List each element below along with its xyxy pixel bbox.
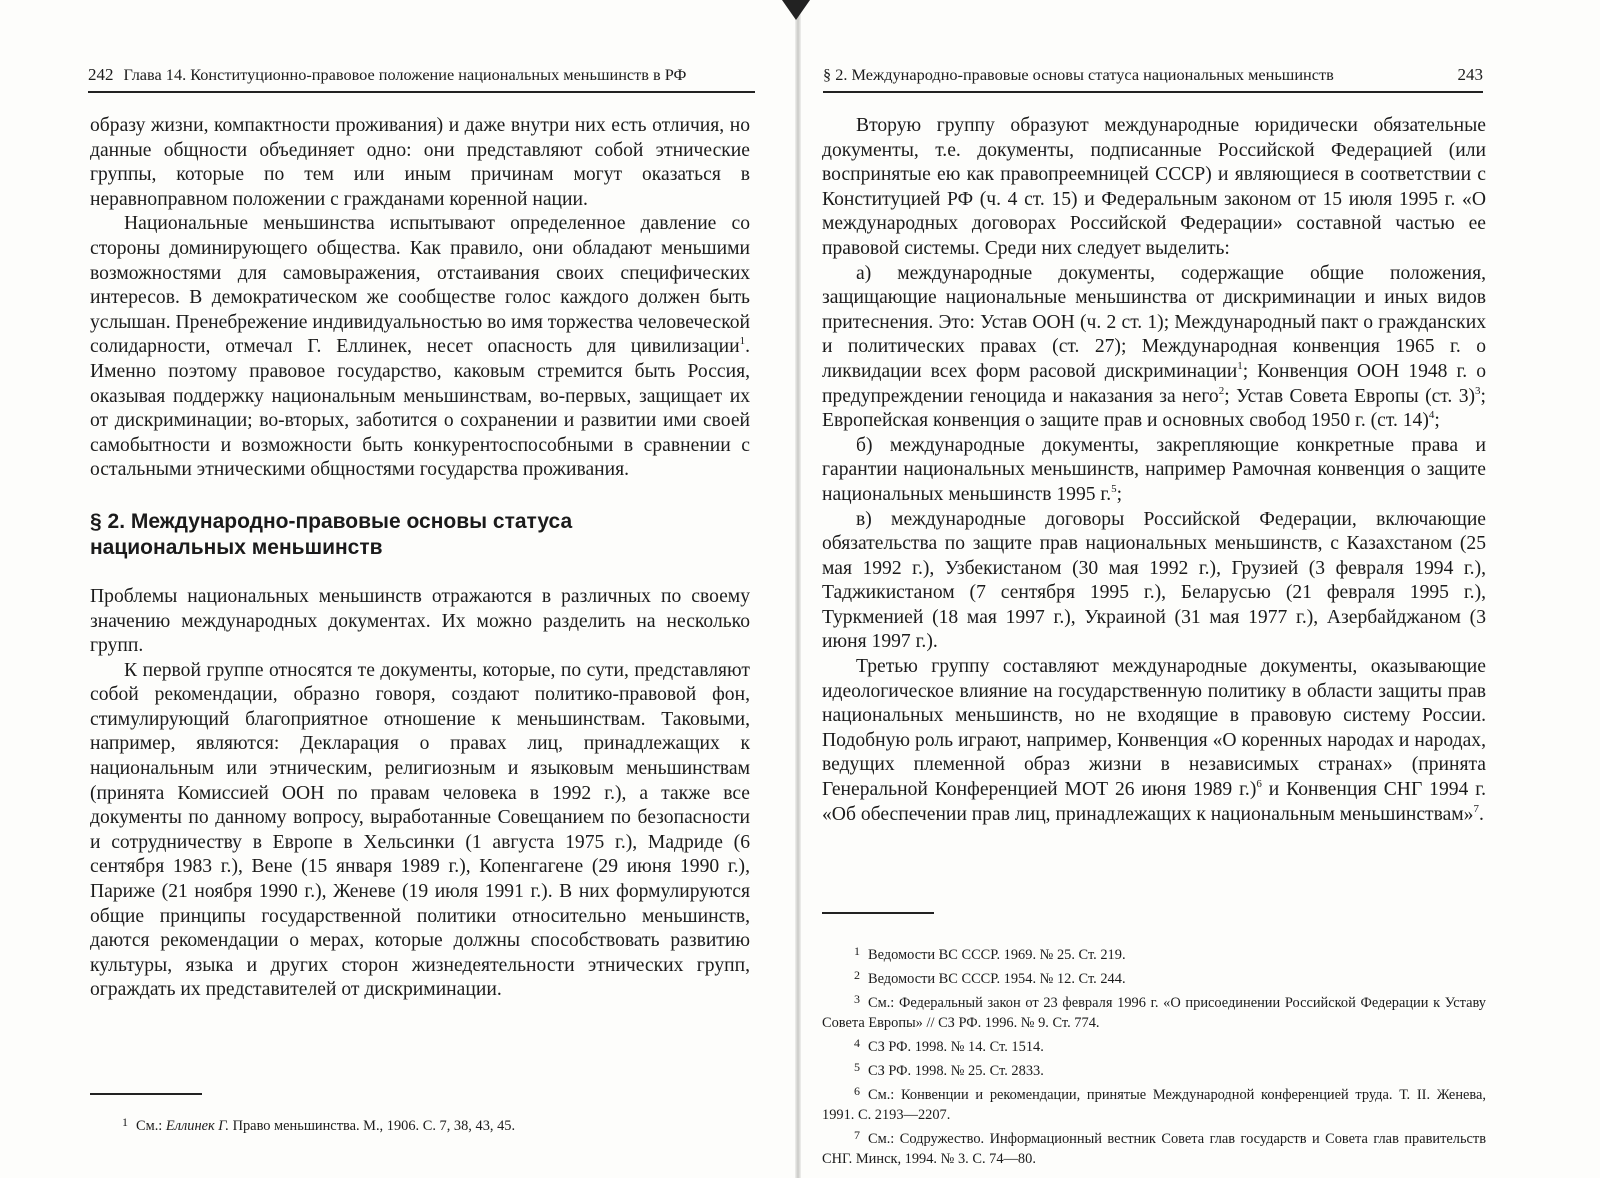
page-number: 243	[1457, 65, 1483, 84]
paragraph-text: Именно поэтому правовое государство, каковым стремится быть Россия, оказывая поддержку национальным меньшинствам, во-первых, защищает их от дискриминации; во-вторых, заботится о сохранении и развитии ими своей самобытности и возможности быть конкурентоспособными в сравнении с остальными этническими общностями государства проживания.	[90, 360, 750, 481]
footnote-text: См.: Федеральный закон от 23 февраля 1996 г. «О присоединении Российской Федерации к Уставу Совета Европы» // СЗ РФ. 1996. № 9. Ст. 774.	[822, 995, 1486, 1031]
paragraph-text: Третью группу составляют международные документы, оказывающие идеологическое влияние на государственную политику в области защиты прав национальных меньшинств, но не входящие в правовую систему России. Подобную роль играют, например, Конвенция «О коренных народах и народах, ведущих племенной образ жизни в независимых странах» (принята Генеральной Конференцией МОТ 26 июня 1989 г.)	[822, 656, 1486, 801]
paragraph: Проблемы национальных меньшинств отражаются в различных по своему значению международных документах. Их можно разделить на несколько групп.	[90, 585, 750, 657]
footnotes-left	[90, 1112, 750, 1136]
footnote	[822, 1033, 1486, 1057]
running-head-left	[88, 64, 755, 93]
footnote-number: 7	[854, 1128, 860, 1142]
footnote-text: Ведомости ВС СССР. 1954. № 12. Ст. 244.	[868, 971, 1126, 987]
footnote	[90, 1112, 750, 1136]
footnote	[822, 1125, 1486, 1169]
footnote	[822, 1057, 1486, 1081]
paragraph-text: .	[745, 336, 750, 358]
footnote	[822, 989, 1486, 1033]
paragraph-text: Национальные меньшинства испытывают определенное давление со стороны доминирующего общества. Как правило, они обладают меньшими возможностями для самовыражения, отстаивания своих специфических интересов. В демократическом же сообществе голос каждого должен быть услышан. Пренебрежение индивидуальностью во имя торжества человеческой солидарности, отмечал Г. Еллинек, несет опасность для цивилизации	[90, 213, 750, 358]
paragraph-text: ; Европейская конвенция о защите прав и основных свобод 1950 г. (ст. 14)	[822, 385, 1486, 432]
right-page	[800, 0, 1600, 1178]
footnote-text: Ведомости ВС СССР. 1969. № 25. Ст. 219.	[868, 947, 1126, 963]
paragraph: К первой группе относятся те документы, которые, по сути, представляют собой рекомендации, образно говоря, создают политико-правовой фон, стимулирующий благоприятное отношение к меньшинствам. Таковыми, например, являются: Декларация о правах лиц, принадлежащих к национальным или этническим, религиозным и языковым меньшинствам (принята Комиссией ООН по правам человека в 1992 г.), а также все документы по данному вопросу, выработанные Совещанием по безопасности и сотрудничеству в Европе в Хельсинки (1 августа 1975 г.), Мадриде (6 сентября 1983 г.), Вене (15 января 1989 г.), Копенгагене (29 июня 1990 г.), Париже (21 ноября 1990 г.), Женеве (19 июля 1991 г.). В них формулируются общие принципы государственной политики относительно меньшинств, даются рекомендации о мерах, которые должны способствовать развитию культуры, языка и других сторон жизнедеятельности этнических групп, ограждать их представителей от дискриминации.	[90, 659, 750, 1001]
footnote-ref[interactable]: 7	[1473, 802, 1479, 815]
section-heading-line: национальных меньшинств	[90, 535, 383, 559]
paragraph	[90, 212, 750, 483]
footnote-number: 1	[854, 944, 860, 958]
paragraph-text: б) международные документы, закрепляющие конкретные права и гарантии национальных меньшинств, например Рамочная конвенция о защите национальных меньшинств 1995 г.	[822, 434, 1486, 505]
chapter-title: Глава 14. Конституционно-правовое положение национальных меньшинств в РФ	[123, 65, 687, 84]
footnote-ref[interactable]: 6	[1256, 778, 1262, 791]
footnote-text: См.: Конвенции и рекомендации, принятые Международной конференцией труда. Т. II. Женева, 1991. С. 2193—2207.	[822, 1087, 1486, 1123]
paragraph-text: .	[1478, 803, 1484, 825]
paragraph-text: ;	[1116, 483, 1123, 505]
footnote-text: См.:	[136, 1118, 166, 1134]
footnote-number: 2	[854, 968, 860, 982]
body-text-left	[90, 114, 750, 1003]
paragraph-text: а) международные документы, содержащие общие положения, защищающие национальные меньшинства от дискриминации и иных видов притеснения. Это: Устав ООН (ч. 2 ст. 1); Международный пакт о гражданских и политических правах (ст. 27); Международная конвенция 1965 г. о ликвидации всех форм расовой дискриминации	[822, 262, 1486, 382]
footnote-number: 5	[854, 1060, 860, 1074]
footnote-ref[interactable]: 2	[1218, 384, 1225, 397]
footnote	[822, 965, 1486, 989]
footnote	[822, 1081, 1486, 1125]
footnote-number: 1	[122, 1115, 128, 1129]
footnote-text: См.: Содружество. Информационный вестник Совета глав государств и Совета глав правительств СНГ. Минск, 1994. № 3. С. 74—80.	[822, 1131, 1486, 1167]
section-heading-line: § 2. Международно-правовые основы статуса	[90, 509, 573, 533]
section-title: § 2. Международно-правовые основы статуса национальных меньшинств	[823, 65, 1334, 84]
footnote	[822, 941, 1486, 965]
footnote-ref[interactable]: 1	[1237, 359, 1243, 372]
paragraph-text: ; Конвенция ООН 1948 г. о предупреждении геноцида и наказания за него	[822, 360, 1486, 407]
footnote-number: 6	[854, 1084, 860, 1098]
footnote-ref[interactable]: 3	[1475, 384, 1481, 397]
paragraph-text: ; Устав Совета Европы (ст. 3)	[1224, 385, 1476, 407]
footnote-number: 4	[854, 1036, 860, 1050]
paragraph-text: и Конвенция СНГ 1994 г. «Об обеспечении прав лиц, принадлежащих к национальным меньшинствам»	[822, 779, 1486, 825]
paragraph-text: ;	[1434, 410, 1440, 432]
paragraph	[822, 262, 1486, 434]
footnote-text: СЗ РФ. 1998. № 25. Ст. 2833.	[868, 1063, 1044, 1079]
paragraph	[822, 655, 1486, 827]
footnote-divider	[90, 1093, 202, 1095]
footnote-ref[interactable]: 5	[1111, 482, 1117, 495]
body-text-right	[822, 114, 1486, 827]
footnote-number: 3	[854, 992, 860, 1006]
paragraph: в) международные договоры Российской Федерации, включающие обязательства по защите прав национальных меньшинств, с Казахстаном (25 мая 1992 г.), Узбекистаном (30 мая 1992 г.), Грузией (3 февраля 1994 г.), Таджикистаном (7 сентября 1995 г.), Беларусью (21 февраля 1995 г.), Туркменией (18 мая 1997 г.), Украиной (31 мая 1977 г.), Азербайджаном (3 июня 1997 г.).	[822, 508, 1486, 653]
footnotes-right	[822, 941, 1486, 1169]
paragraph	[822, 434, 1486, 508]
running-head-right	[823, 64, 1483, 93]
footnote-ref[interactable]: 4	[1428, 409, 1435, 422]
footnote-divider	[822, 912, 934, 914]
paragraph: Вторую группу образуют международные юридически обязательные документы, т.е. документы, подписанные Российской Федерацией (или воспринятые ею как правопреемницей СССР) и являющиеся в соответствии с Конституцией РФ (ч. 4 ст. 15) и Федеральным законом от 15 июля 1995 г. «О международных договорах Российской Федерации» составной частью ее правовой системы. Среди них следует выделить:	[822, 115, 1486, 259]
footnote-text: СЗ РФ. 1998. № 14. Ст. 1514.	[868, 1039, 1044, 1055]
footnote-text: Право меньшинства. М., 1906. С. 7, 38, 43, 45.	[229, 1118, 516, 1134]
paragraph: образу жизни, компактности проживания) и даже внутри них есть отличия, но данные общности объединяет одно: они представляют собой этнические группы, которые по тем или иным причинам могут оказаться в неравноправном положении с гражданами коренной нации.	[90, 115, 750, 210]
page-number: 242	[88, 65, 114, 84]
section-heading	[90, 509, 750, 561]
footnote-author: Еллинек Г.	[165, 1118, 229, 1134]
footnote-ref[interactable]: 1	[739, 335, 746, 348]
